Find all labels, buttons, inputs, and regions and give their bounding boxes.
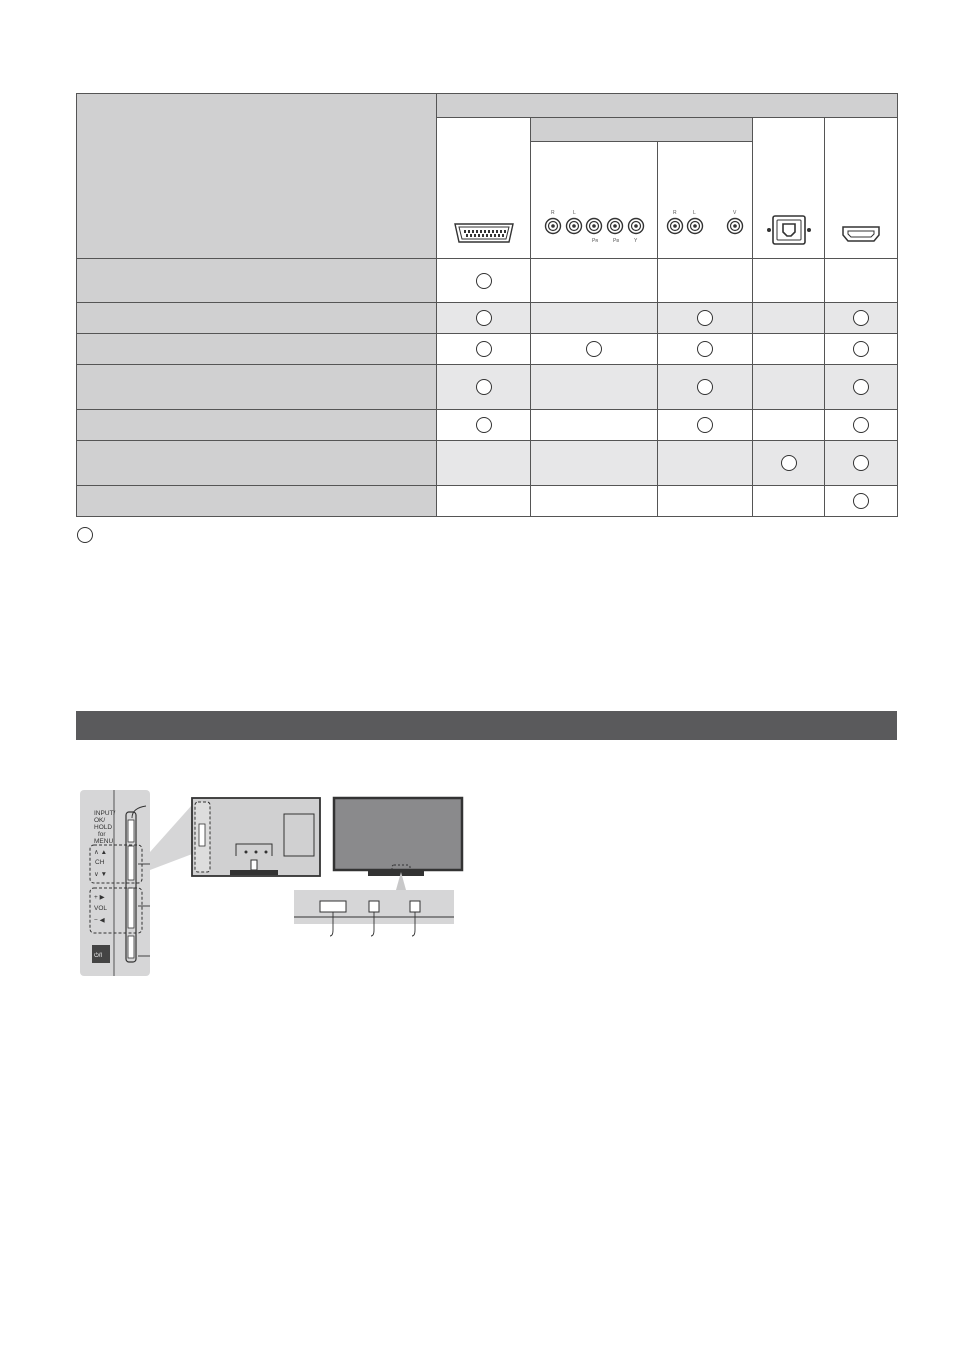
table-row <box>77 334 898 365</box>
mark-cell <box>531 410 658 441</box>
ch-up-icon: ∧ ▲ <box>94 849 107 856</box>
check-circle-icon <box>853 310 869 326</box>
panel-label-ok: OK/ <box>94 817 106 824</box>
mark-cell <box>753 259 825 303</box>
panel-label-input: INPUT/ <box>94 810 116 817</box>
mark-cell <box>658 334 753 365</box>
component-jacks-icon <box>542 207 646 243</box>
check-circle-icon <box>853 379 869 395</box>
mark-cell <box>825 334 898 365</box>
mark-cell <box>531 486 658 517</box>
row-label <box>77 334 437 365</box>
mark-cell <box>753 486 825 517</box>
ch-label: CH <box>95 859 105 866</box>
digital-audio-column-header <box>753 118 825 259</box>
legend-circle-icon <box>77 527 93 543</box>
mark-cell <box>531 365 658 410</box>
av-jack-label-v: V <box>733 210 737 216</box>
mark-cell <box>658 441 753 486</box>
mark-cell <box>658 486 753 517</box>
hdmi-column-header <box>825 118 898 259</box>
mark-cell <box>825 303 898 334</box>
mark-cell <box>531 259 658 303</box>
mark-cell <box>753 441 825 486</box>
mark-cell <box>753 303 825 334</box>
jack-label-pr: Pʀ <box>592 238 599 243</box>
mark-cell <box>658 410 753 441</box>
table-row <box>77 365 898 410</box>
panel-label-hold: HOLD <box>94 824 113 831</box>
mark-cell <box>658 303 753 334</box>
input-button[interactable] <box>128 820 134 842</box>
mark-cell <box>437 441 531 486</box>
table-row <box>77 303 898 334</box>
mark-cell <box>437 410 531 441</box>
mark-cell <box>753 410 825 441</box>
table-row <box>77 259 898 303</box>
mark-cell <box>437 303 531 334</box>
av-jacks-icon <box>663 207 747 243</box>
vol-label: VOL <box>94 905 108 912</box>
mark-cell <box>825 441 898 486</box>
table-row <box>77 486 898 517</box>
power-button[interactable] <box>128 936 134 958</box>
mark-cell <box>658 259 753 303</box>
table-row <box>77 410 898 441</box>
check-circle-icon <box>476 341 492 357</box>
scart-column-header <box>437 118 531 259</box>
av-jack-label-r: R <box>673 210 677 216</box>
mark-cell <box>437 365 531 410</box>
mark-cell <box>825 259 898 303</box>
side-control-panel <box>80 790 150 976</box>
mark-cell <box>437 334 531 365</box>
optical-audio-icon <box>766 213 812 247</box>
mark-cell <box>531 441 658 486</box>
table-corner-header <box>77 94 437 259</box>
check-circle-icon <box>697 379 713 395</box>
check-circle-icon <box>853 493 869 509</box>
analog-subheader <box>531 118 753 142</box>
mark-cell <box>437 486 531 517</box>
mark-cell <box>825 365 898 410</box>
check-circle-icon <box>853 417 869 433</box>
connection-table <box>76 93 898 517</box>
check-circle-icon <box>586 341 602 357</box>
table-main-header <box>437 94 898 118</box>
table-row <box>77 441 898 486</box>
ch-down-icon: ∨ ▼ <box>94 871 107 878</box>
check-circle-icon <box>697 310 713 326</box>
mark-cell <box>437 259 531 303</box>
power-led-indicator <box>410 901 420 912</box>
jack-label-y: Y <box>634 238 638 243</box>
check-circle-icon <box>853 341 869 357</box>
row-label <box>77 365 437 410</box>
panel-label-menu: MENU <box>94 838 114 845</box>
row-label <box>77 303 437 334</box>
mark-cell <box>753 365 825 410</box>
scart-icon <box>451 221 517 245</box>
check-circle-icon <box>476 379 492 395</box>
hdmi-icon <box>841 225 881 243</box>
vol-down-icon: − ◀ <box>94 917 105 924</box>
component-column-header <box>531 142 658 259</box>
row-label <box>77 259 437 303</box>
mark-cell <box>531 334 658 365</box>
vol-up-icon: + ▶ <box>94 894 105 901</box>
row-label <box>77 410 437 441</box>
row-label <box>77 486 437 517</box>
mark-cell <box>825 410 898 441</box>
row-label <box>77 441 437 486</box>
ch-button[interactable] <box>128 846 134 880</box>
jack-label-l: L <box>573 210 576 216</box>
check-circle-icon <box>476 417 492 433</box>
check-circle-icon <box>853 455 869 471</box>
check-circle-icon <box>781 455 797 471</box>
c-a-t-s-sensor <box>369 901 379 912</box>
remote-sensor <box>320 901 346 912</box>
panel-label-for: for <box>98 831 106 838</box>
power-label: ⏻/I <box>94 953 103 959</box>
check-circle-icon <box>697 341 713 357</box>
tv-controls-diagram <box>80 790 470 985</box>
jack-label-r: R <box>551 210 555 216</box>
jack-label-pb: Pʙ <box>613 238 619 243</box>
av-jack-label-l: L <box>693 210 696 216</box>
check-circle-icon <box>476 310 492 326</box>
av-column-header <box>658 142 753 259</box>
tv-back-view <box>150 798 320 876</box>
check-circle-icon <box>697 417 713 433</box>
vol-button[interactable] <box>128 888 134 928</box>
mark-cell <box>825 486 898 517</box>
mark-cell <box>658 365 753 410</box>
mark-cell <box>531 303 658 334</box>
mark-cell <box>753 334 825 365</box>
section-header-bar <box>76 711 897 740</box>
check-circle-icon <box>476 273 492 289</box>
